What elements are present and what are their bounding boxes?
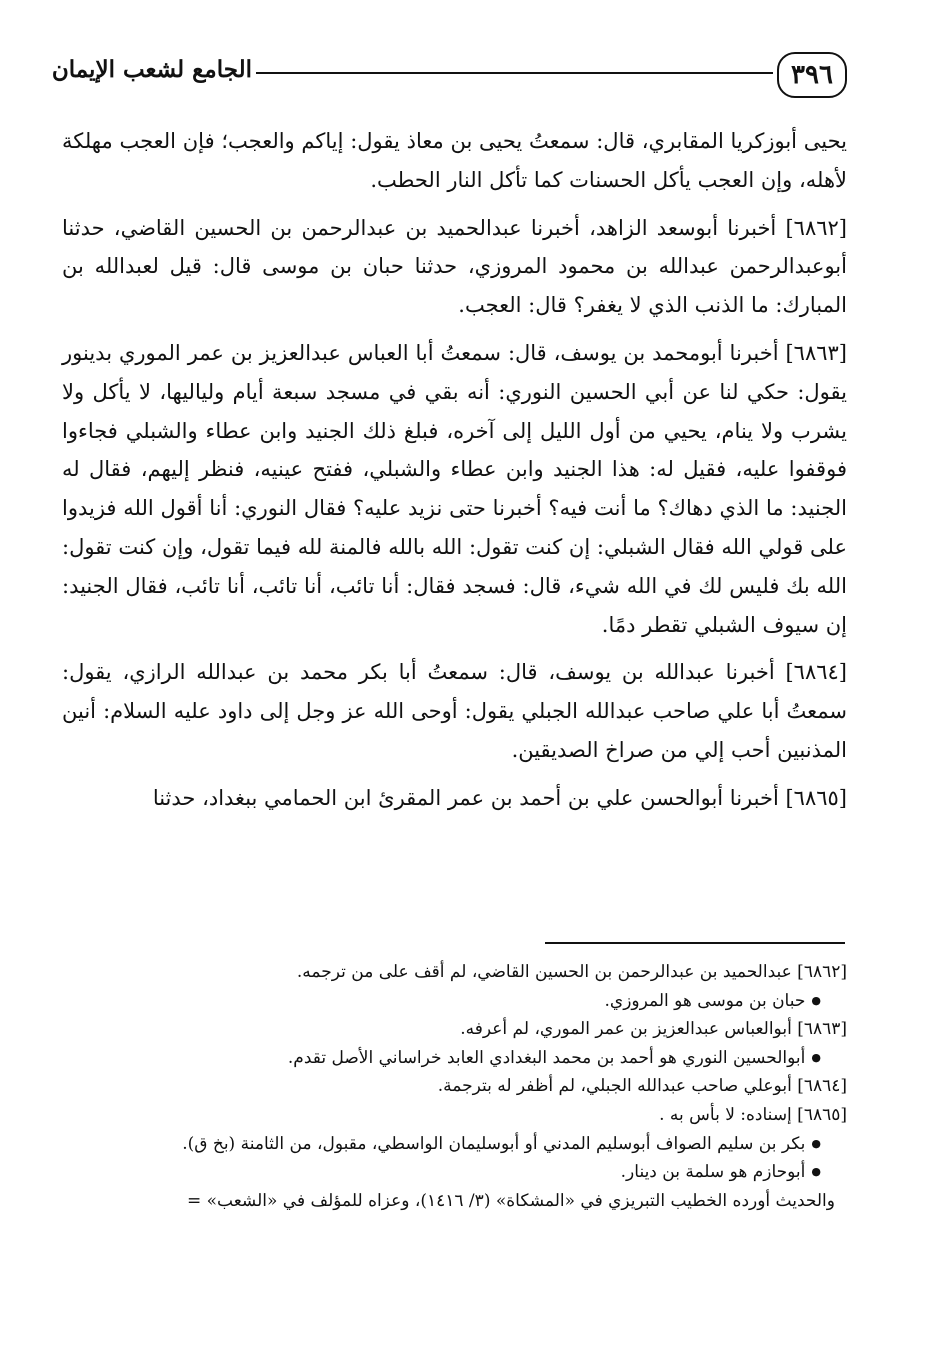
footnote: [٦٨٦٥] إسناده: لا بأس به . (659, 1104, 847, 1125)
paragraph-6862: [٦٨٦٢] أخبرنا أبوسعد الزاهد، أخبرنا عبدالحميد بن عبدالرحمن بن الحسين القاضي، حدثنا أبوعبدالرحمن عبدالله بن محمود المروزي، حدثنا حبان بن موسى قال: قيل لعبدالله بن المبارك: ما الذنب الذي لا يغفر؟ قال: العجب. (62, 215, 847, 318)
running-title: الجامع لشعب الإيمان (51, 56, 252, 83)
footnote-bullet: ● أبوالحسين النوري هو أحمد بن محمد البغدادي العابد خراساني الأصل تقدم. (62, 1044, 847, 1073)
footnote: والحديث أورده الخطيب التبريزي في «المشكاة» (٣/ ١٤١٦)، وعزاه للمؤلف في «الشعب» = (186, 1190, 835, 1211)
paragraph-6865: [٦٨٦٥] أخبرنا أبوالحسن علي بن أحمد بن عمر المقرئ ابن الحمامي ببغداد، حدثنا (152, 785, 847, 810)
page-number: ٣٩٦ (777, 52, 847, 98)
footnote-bullet: ● أبوحازم هو سلمة بن دينار. (62, 1158, 847, 1187)
footnotes (62, 958, 847, 1215)
footnote: [٦٨٦٤] أبوعلي صاحب عبدالله الجبلي، لم أظفر له بترجمة. (437, 1076, 847, 1097)
header-rule (256, 72, 773, 74)
paragraph-6863: [٦٨٦٣] أخبرنا أبومحمد بن يوسف، قال: سمعتُ أبا العباس عبدالعزيز بن عمر الموري بدينور يقول: حكي لنا عن أبي الحسين النوري: أنه بقي في مسجد سبعة أيام ولياليها، لا يأكل ولا يشرب ولا ينام، يحيي من أول الليل إلى آخره، فبلغ ذلك الجنيد وابن عطاء والشبلي فجاءوا فوقفوا عليه، فقيل له: هذا الجنيد وابن عطاء والشبلي، ففتح عينيه، فنظر إليهم، فقال له الجنيد: ما الذي دهاك؟ ما أنت فيه؟ أخبرنا حتى نزيد عليه؟ فقال النوري: أنا أقول الله فزيدوا على قولي الله فقال الشبلي: إن كنت تقول: الله بالله فالمنة لله فيما تقول، وإن كنت تقول: الله بك فليس لك في الله شيء، قال: فسجد فقال: أنا تائب، أنا تائب، أنا تائب، فقال الجنيد: إن سيوف الشبلي تقطر دمًا. (62, 340, 847, 637)
paragraph-6864: [٦٨٦٤] أخبرنا عبدالله بن يوسف، قال: سمعتُ أبا بكر محمد بن عبدالله الرازي، يقول: سمعتُ أبا علي صاحب عبدالله الجبلي يقول: أوحى الله عز وجل إلى داود عليه السلام: أنين المذنبين أحب إلي من صراخ الصديقين. (62, 660, 847, 762)
footnote-bullet: ● بكر بن سليم الصواف أبوسليم المدني أو أبوسليمان الواسطي، مقبول، من الثامنة (بخ ق). (62, 1130, 847, 1159)
paragraph-continuation: يحيى أبوزكريا المقابري، قال: سمعتُ يحيى بن معاذ يقول: إياكم والعجب؛ فإن العجب مهلكة لأهله، وإن العجب يأكل الحسنات كما تأكل النار الحطب. (62, 129, 847, 192)
page-header (51, 52, 847, 98)
footnote-bullet: ● حبان بن موسى هو المروزي. (62, 987, 847, 1016)
footnote: [٦٨٦٣] أبوالعباس عبدالعزيز بن عمر الموري، لم أعرفه. (460, 1019, 847, 1040)
main-text (62, 122, 847, 827)
footnote: [٦٨٦٢] عبدالحميد بن عبدالرحمن بن الحسين القاضي، لم أقف على من ترجمه. (296, 962, 847, 982)
footnote-separator (545, 942, 845, 944)
